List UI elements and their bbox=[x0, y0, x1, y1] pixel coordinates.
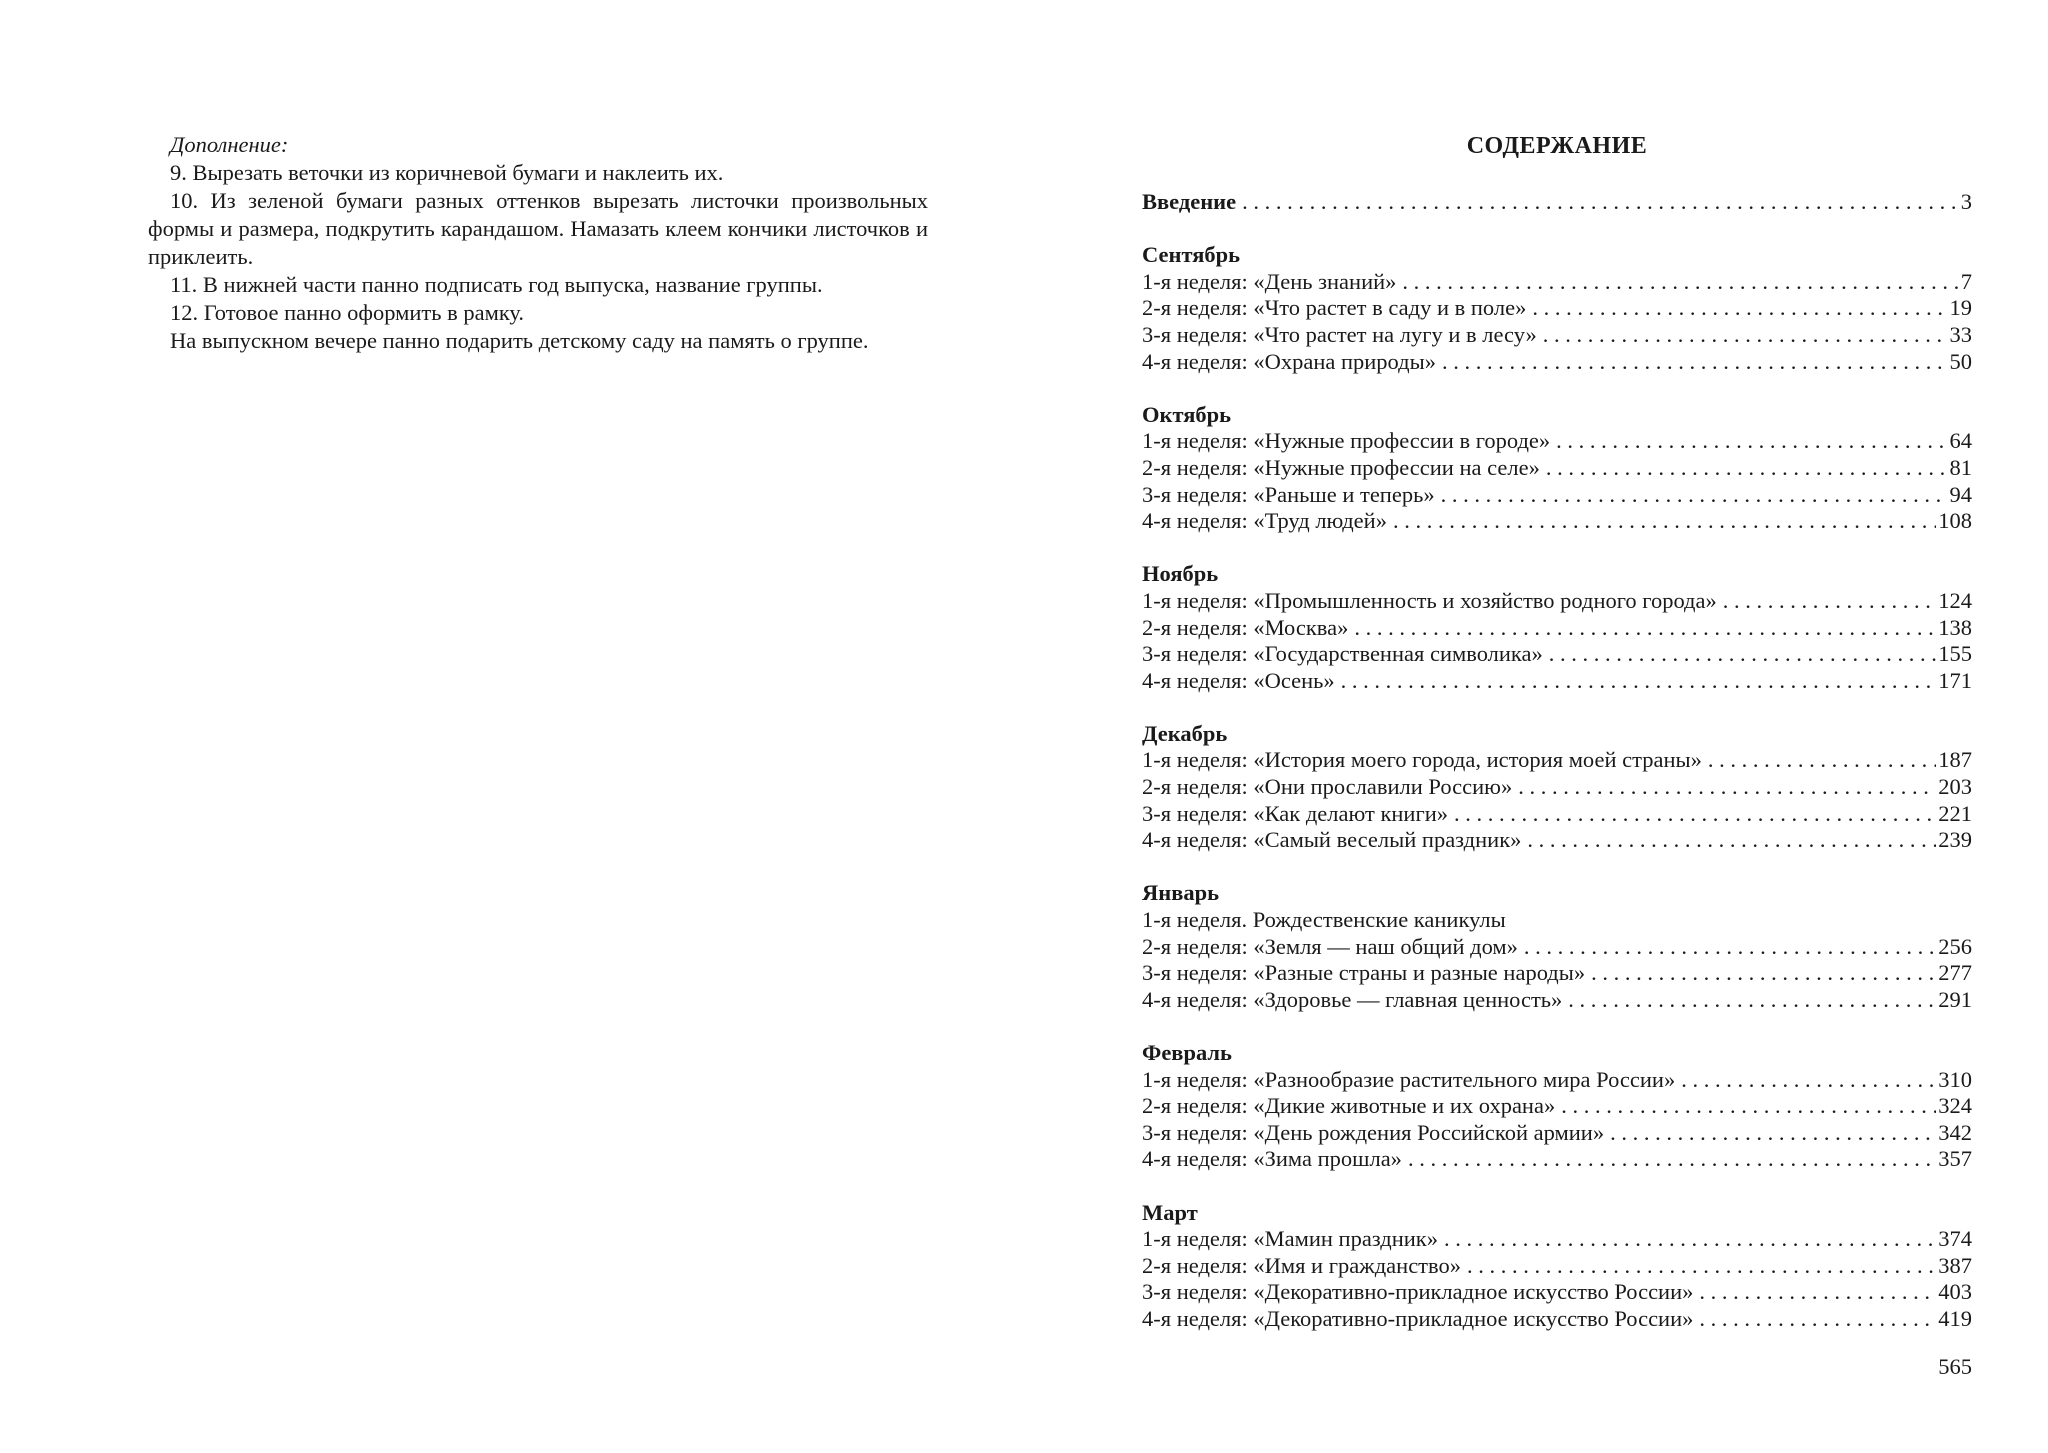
toc-month-heading: Февраль bbox=[1142, 1040, 1232, 1065]
toc-entry[interactable] bbox=[1142, 588, 1972, 615]
toc-entry-label: 1-я неделя: «Промышленность и хозяйство родного города» bbox=[1142, 587, 1717, 613]
dot-leader bbox=[1467, 1253, 1936, 1280]
toc-entry-page: 50 bbox=[1949, 348, 1972, 374]
toc-entry-label: 4-я неделя: «Охрана природы» bbox=[1142, 348, 1436, 374]
toc-entry-page: 64 bbox=[1949, 428, 1972, 454]
toc-entry[interactable] bbox=[1142, 1067, 1972, 1094]
dot-leader bbox=[1708, 747, 1936, 774]
toc-entry[interactable] bbox=[1142, 1146, 1972, 1173]
toc-entry-label: 3-я неделя: «Как делают книги» bbox=[1142, 800, 1448, 826]
toc-entry[interactable] bbox=[1142, 641, 1972, 668]
dot-leader bbox=[1408, 1146, 1936, 1173]
toc-entry[interactable] bbox=[1142, 747, 1972, 774]
toc-entry[interactable] bbox=[1142, 322, 1972, 349]
dot-leader bbox=[1402, 269, 1958, 296]
dot-leader bbox=[1610, 1120, 1936, 1147]
dot-leader bbox=[1454, 801, 1936, 828]
toc-entry[interactable] bbox=[1142, 508, 1972, 535]
toc-entry-label: 4-я неделя: «Самый веселый праздник» bbox=[1142, 827, 1522, 853]
toc-entry-page: 33 bbox=[1949, 321, 1972, 347]
toc-entry[interactable] bbox=[1142, 455, 1972, 482]
toc-entry-label: 4-я неделя: «Здоровье — главная ценность» bbox=[1142, 986, 1563, 1012]
toc-entry-label: 4-я неделя: «Осень» bbox=[1142, 667, 1335, 693]
dot-leader bbox=[1354, 615, 1936, 642]
toc-entry-label: 2-я неделя: «Москва» bbox=[1142, 614, 1349, 640]
toc-title: СОДЕРЖАНИЕ bbox=[1466, 133, 1648, 159]
dot-leader bbox=[1546, 455, 1948, 482]
toc-month-heading: Сентябрь bbox=[1142, 242, 1241, 268]
toc-entry-label: 1-я неделя. Рождественские каникулы bbox=[1142, 907, 1506, 933]
toc-entry[interactable] bbox=[1142, 801, 1972, 828]
toc-entry-label: 1-я неделя: «Разнообразие растительного мира России» bbox=[1142, 1066, 1676, 1092]
dot-leader bbox=[1532, 295, 1947, 322]
toc-entry-page: 124 bbox=[1938, 587, 1972, 613]
toc-entry-page: 342 bbox=[1938, 1119, 1972, 1145]
dot-leader bbox=[1561, 1093, 1936, 1120]
toc-entry-page: 239 bbox=[1938, 827, 1972, 853]
dot-leader bbox=[1341, 668, 1937, 695]
paragraph-closing: На выпускном вечере панно подарить детскому саду на память о группе. bbox=[170, 328, 869, 353]
dot-leader bbox=[1527, 827, 1936, 854]
toc-entry[interactable] bbox=[1142, 1306, 1972, 1333]
toc-entry-label: 1-я неделя: «История моего города, история моей страны» bbox=[1142, 747, 1702, 773]
toc-entry[interactable] bbox=[1142, 615, 1972, 642]
dot-leader bbox=[1681, 1067, 1936, 1094]
toc-entry-page: 357 bbox=[1938, 1146, 1972, 1172]
toc-entry-page: 324 bbox=[1938, 1093, 1972, 1119]
toc-entry-label: 3-я неделя: «Разные страны и разные народы» bbox=[1142, 960, 1586, 986]
toc-entry-label: 3-я неделя: «Государственная символика» bbox=[1142, 641, 1543, 667]
toc-entry-label: 2-я неделя: «Нужные профессии на селе» bbox=[1142, 454, 1540, 480]
toc-entry-label: 3-я неделя: «Декоративно-прикладное искусство России» bbox=[1142, 1279, 1694, 1305]
paragraph-item-12: 12. Готовое панно оформить в рамку. bbox=[170, 300, 525, 325]
left-page-text bbox=[148, 131, 928, 355]
toc-entry-page: 291 bbox=[1938, 986, 1972, 1012]
toc-entry[interactable] bbox=[1142, 428, 1972, 455]
toc-entry-page: 3 bbox=[1960, 189, 1972, 214]
dot-leader bbox=[1441, 482, 1948, 509]
toc-entry-label: 2-я неделя: «Дикие животные и их охрана» bbox=[1142, 1093, 1556, 1119]
toc-entry[interactable] bbox=[1142, 1226, 1972, 1253]
toc-entry-page: 277 bbox=[1938, 960, 1972, 986]
toc-entry-page: 203 bbox=[1938, 774, 1972, 800]
toc-entry-label: 1-я неделя: «Мамин праздник» bbox=[1142, 1226, 1438, 1252]
dot-leader bbox=[1442, 349, 1948, 376]
toc-month-heading: Март bbox=[1142, 1199, 1198, 1225]
toc-entry[interactable] bbox=[1142, 1253, 1972, 1280]
toc-entry-page: 187 bbox=[1938, 747, 1972, 773]
toc-entry-intro[interactable] bbox=[1142, 189, 1972, 216]
toc-entry-page: 7 bbox=[1960, 268, 1972, 294]
toc-entry[interactable] bbox=[1142, 1120, 1972, 1147]
right-page bbox=[1024, 0, 2048, 1453]
dot-leader bbox=[1723, 588, 1937, 615]
toc-entry[interactable] bbox=[1142, 827, 1972, 854]
page-number: 565 bbox=[1938, 1354, 1972, 1379]
toc-entry-page: 419 bbox=[1938, 1305, 1972, 1331]
toc-month-heading: Ноябрь bbox=[1142, 561, 1219, 587]
dot-leader bbox=[1699, 1279, 1936, 1306]
dot-leader bbox=[1556, 428, 1947, 455]
toc-entry-page: 19 bbox=[1949, 295, 1972, 321]
toc-entry-page: 310 bbox=[1938, 1066, 1972, 1092]
toc-entry-page: 256 bbox=[1938, 933, 1972, 959]
paragraph-item-10: 10. Из зеленой бумаги разных оттенков вырезать листочки произвольных формы и размера, подкрутить карандашом. Намазать клеем кончики листочков и приклеить. bbox=[148, 188, 928, 269]
paragraph-item-11: 11. В нижней части панно подписать год выпуска, название группы. bbox=[170, 272, 823, 297]
table-of-contents bbox=[1142, 189, 1972, 1333]
toc-entry-page: 403 bbox=[1938, 1279, 1972, 1305]
toc-entry-label: 3-я неделя: «Раньше и теперь» bbox=[1142, 481, 1435, 507]
toc-entry[interactable] bbox=[1142, 1279, 1972, 1306]
toc-entry-page: 108 bbox=[1938, 508, 1972, 534]
toc-entry-label: 3-я неделя: «Что растет на лугу и в лесу» bbox=[1142, 321, 1537, 347]
dot-leader bbox=[1393, 508, 1936, 535]
toc-entry-page: 171 bbox=[1938, 667, 1972, 693]
dot-leader bbox=[1543, 322, 1948, 349]
toc-entry-page: 155 bbox=[1938, 641, 1972, 667]
toc-entry-page: 94 bbox=[1949, 481, 1972, 507]
dot-leader bbox=[1242, 189, 1959, 216]
toc-entry[interactable] bbox=[1142, 987, 1972, 1014]
toc-entry-page: 81 bbox=[1949, 454, 1972, 480]
toc-months bbox=[1142, 242, 1972, 1332]
dot-leader bbox=[1699, 1306, 1936, 1333]
toc-entry-label: Введение bbox=[1142, 189, 1237, 214]
toc-entry-label: 4-я неделя: «Декоративно-прикладное искусство России» bbox=[1142, 1305, 1694, 1331]
toc-entry-label: 3-я неделя: «День рождения Российской армии» bbox=[1142, 1119, 1605, 1145]
toc-entry-label: 4-я неделя: «Труд людей» bbox=[1142, 508, 1387, 534]
toc-entry-label: 2-я неделя: «Они прославили Россию» bbox=[1142, 774, 1513, 800]
toc-entry[interactable] bbox=[1142, 1093, 1972, 1120]
toc-entry-page: 387 bbox=[1938, 1252, 1972, 1278]
dot-leader bbox=[1518, 774, 1936, 801]
toc-entry-page: 138 bbox=[1938, 614, 1972, 640]
toc-entry[interactable] bbox=[1142, 482, 1972, 509]
toc-entry[interactable] bbox=[1142, 295, 1972, 322]
addendum-title: Дополнение: bbox=[170, 132, 289, 157]
toc-entry-label: 1-я неделя: «Нужные профессии в городе» bbox=[1142, 428, 1551, 454]
toc-entry-label: 2-я неделя: «Что растет в саду и в поле» bbox=[1142, 295, 1527, 321]
toc-entry-label: 1-я неделя: «День знаний» bbox=[1142, 268, 1397, 294]
toc-entry-label: 2-я неделя: «Имя и гражданство» bbox=[1142, 1252, 1461, 1278]
dot-leader bbox=[1568, 987, 1936, 1014]
toc-entry[interactable] bbox=[1142, 907, 1972, 934]
toc-entry[interactable] bbox=[1142, 934, 1972, 961]
dot-leader bbox=[1549, 641, 1936, 668]
dot-leader bbox=[1444, 1226, 1936, 1253]
toc-month-heading: Декабрь bbox=[1142, 720, 1228, 746]
toc-month-heading: Январь bbox=[1142, 880, 1220, 906]
toc-entry-label: 2-я неделя: «Земля — наш общий дом» bbox=[1142, 933, 1518, 959]
toc-entry[interactable] bbox=[1142, 269, 1972, 296]
toc-entry-page: 221 bbox=[1938, 800, 1972, 826]
toc-entry[interactable] bbox=[1142, 774, 1972, 801]
toc-entry-page: 374 bbox=[1938, 1226, 1972, 1252]
toc-entry-label: 4-я неделя: «Зима прошла» bbox=[1142, 1146, 1402, 1172]
toc-entry[interactable] bbox=[1142, 668, 1972, 695]
paragraph-item-9: 9. Вырезать веточки из коричневой бумаги и наклеить их. bbox=[170, 160, 724, 185]
dot-leader bbox=[1524, 934, 1936, 961]
toc-entry[interactable] bbox=[1142, 960, 1972, 987]
dot-leader bbox=[1591, 960, 1936, 987]
toc-entry[interactable] bbox=[1142, 349, 1972, 376]
toc-month-heading: Октябрь bbox=[1142, 401, 1232, 427]
